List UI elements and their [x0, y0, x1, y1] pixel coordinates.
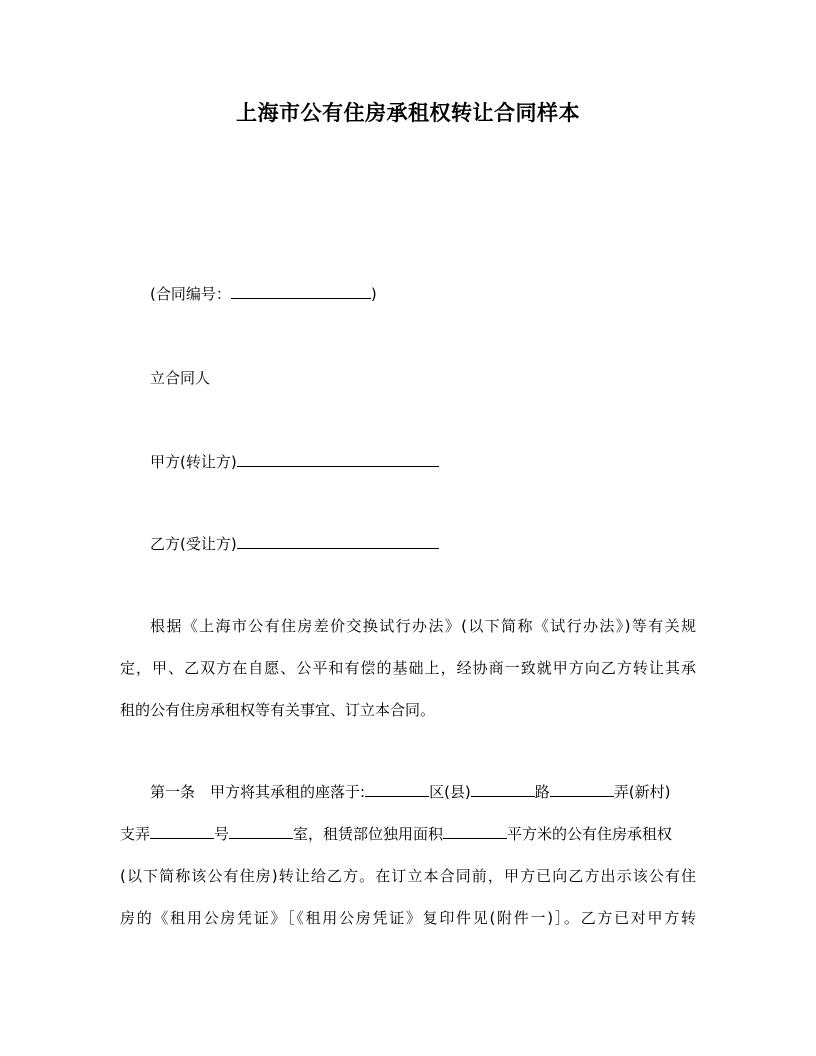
district-blank[interactable] — [365, 782, 429, 797]
article1-line4: 房的《租用公房凭证》［《租用公房凭证》复印件见(附件一)］。乙方已对甲方转 — [120, 909, 696, 927]
para1-line1: 根据《上海市公有住房差价交换试行办法》(以下简称《试行办法》)等有关规 — [150, 617, 696, 635]
number-label: 号 — [214, 825, 230, 843]
para1-line2: 定，甲、乙双方在自愿、公平和有偿的基础上，经协商一致就甲方向乙方转让其承 — [120, 659, 696, 677]
party-b-label: 乙方(受让方) — [150, 535, 237, 553]
article1-line3: (以下简称该公有住房)转让给乙方。在订立本合同前，甲方已向乙方出示该公有住 — [120, 867, 696, 885]
para1-line3: 租的公有住房承租权等有关事宜、订立本合同。 — [120, 701, 436, 719]
parties-heading: 立合同人 — [150, 369, 211, 387]
party-b-blank[interactable] — [237, 534, 439, 549]
lane-blank[interactable] — [550, 782, 614, 797]
lane-label: 弄(新村) — [613, 783, 671, 801]
district-label: 区(县) — [429, 783, 471, 801]
document-title: 上海市公有住房承租权转让合同样本 — [236, 101, 580, 125]
article1-line2 — [120, 822, 700, 846]
area-blank[interactable] — [443, 824, 507, 839]
party-a-label: 甲方(转让方) — [150, 453, 237, 471]
contract-number-label: (合同编号： — [150, 285, 231, 303]
party-a-blank[interactable] — [237, 452, 439, 467]
number-blank[interactable] — [229, 824, 293, 839]
contract-number-line — [150, 282, 730, 306]
sub-lane-blank[interactable] — [150, 824, 214, 839]
party-a-line — [150, 450, 730, 474]
sub-lane-label: 支弄 — [120, 825, 151, 843]
road-label: 路 — [534, 783, 550, 801]
room-label: 室，租赁部位独用面积 — [293, 825, 444, 843]
party-b-line — [150, 532, 730, 556]
area-label: 平方米的公有住房承租权 — [507, 825, 673, 843]
contract-number-close: ) — [370, 285, 377, 303]
contract-number-blank[interactable] — [231, 284, 371, 299]
article1-lead: 第一条 甲方将其承租的座落于: — [150, 783, 366, 801]
road-blank[interactable] — [471, 782, 535, 797]
article1-line1 — [150, 780, 730, 804]
